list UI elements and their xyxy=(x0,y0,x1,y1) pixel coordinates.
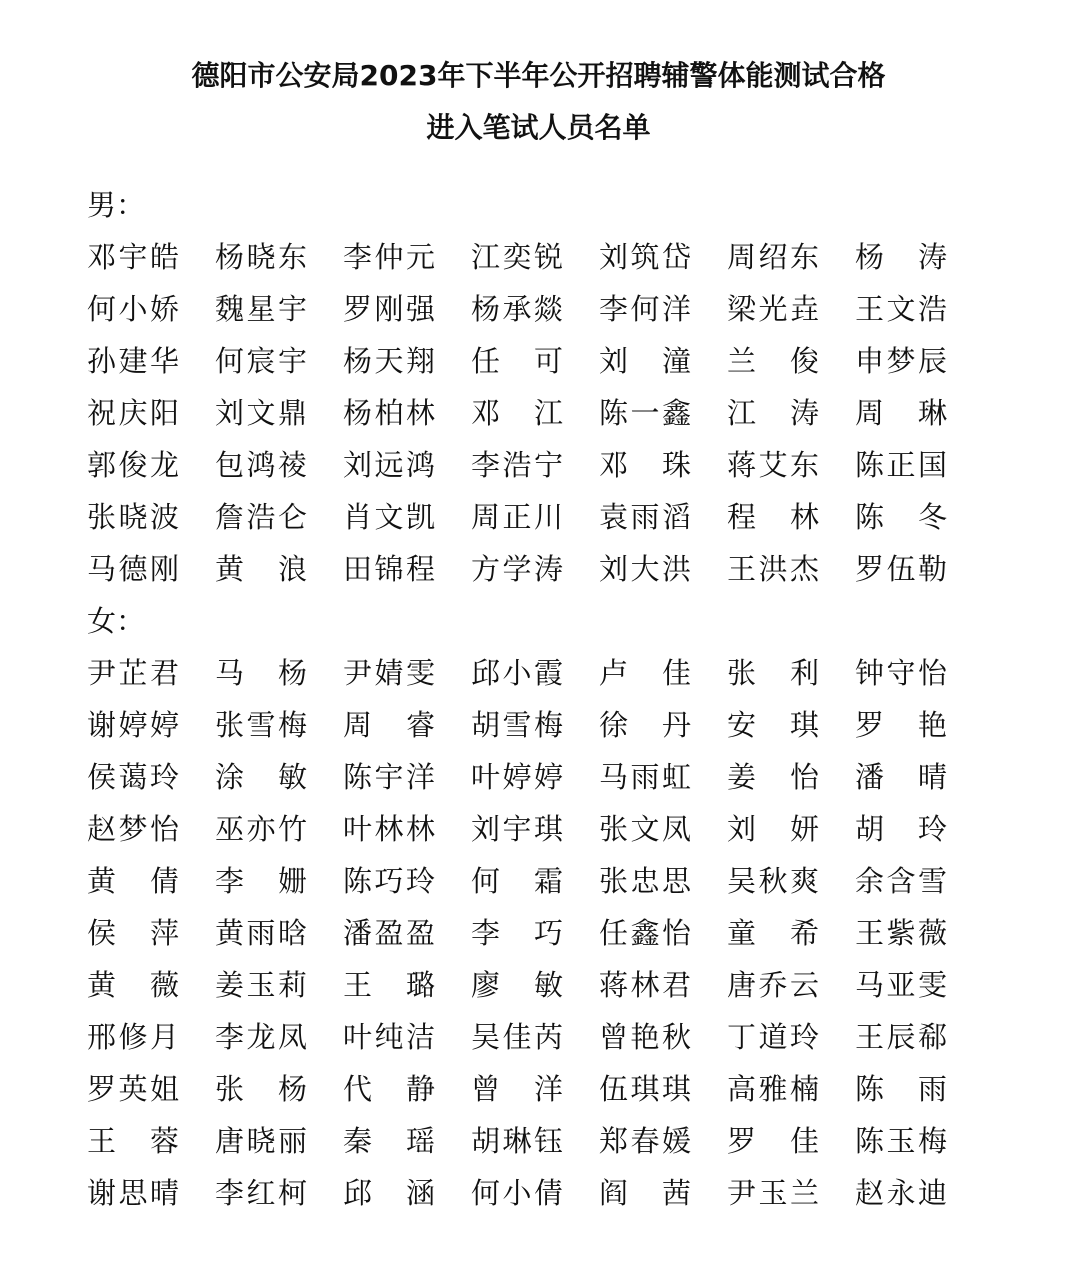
male-name-item xyxy=(215,283,343,335)
female-name-text: 侯 萍 xyxy=(87,916,179,950)
male-name-text: 李何洋 xyxy=(599,292,691,326)
female-name-grid xyxy=(87,647,967,1219)
male-name-text: 王文浩 xyxy=(855,292,947,326)
male-name-text: 梁光垚 xyxy=(727,292,819,326)
female-name-text: 郑春媛 xyxy=(599,1124,691,1158)
male-name-item xyxy=(471,543,599,595)
male-name-text: 江奕锐 xyxy=(471,240,563,274)
male-name-text: 申梦辰 xyxy=(855,344,947,378)
female-name-item xyxy=(855,647,983,699)
female-name-item xyxy=(727,1167,855,1219)
male-name-text: 马德刚 xyxy=(87,552,179,586)
female-name-item xyxy=(471,855,599,907)
female-name-item xyxy=(599,803,727,855)
male-name-item xyxy=(87,491,215,543)
female-name-item xyxy=(855,1063,983,1115)
female-name-item xyxy=(599,959,727,1011)
female-name-item xyxy=(87,751,215,803)
title-line-2: 进入笔试人员名单 xyxy=(426,111,651,144)
male-name-item xyxy=(855,491,983,543)
female-name-item xyxy=(471,699,599,751)
male-name-item xyxy=(343,543,471,595)
female-name-item xyxy=(471,907,599,959)
male-name-text: 江 涛 xyxy=(727,396,819,430)
female-name-text: 陈 雨 xyxy=(855,1072,947,1106)
male-name-grid xyxy=(87,231,967,595)
name-list xyxy=(87,179,967,1219)
female-name-item xyxy=(855,803,983,855)
female-name-item xyxy=(727,1115,855,1167)
male-name-text: 黄 浪 xyxy=(215,552,307,586)
male-name-text: 任 可 xyxy=(471,344,563,378)
female-name-text: 周 睿 xyxy=(343,708,435,742)
female-name-text: 曾艳秋 xyxy=(599,1020,691,1054)
female-name-item xyxy=(215,1115,343,1167)
female-name-item xyxy=(855,855,983,907)
female-name-text: 廖 敏 xyxy=(471,968,563,1002)
female-name-item xyxy=(343,959,471,1011)
female-name-item xyxy=(87,855,215,907)
female-name-item xyxy=(215,803,343,855)
female-name-item xyxy=(215,959,343,1011)
male-name-text: 何宸宇 xyxy=(215,344,307,378)
female-name-text: 潘 晴 xyxy=(855,760,947,794)
male-name-text: 刘筑岱 xyxy=(599,240,691,274)
female-name-item xyxy=(87,1115,215,1167)
female-name-text: 何 霜 xyxy=(471,864,563,898)
female-name-item xyxy=(343,803,471,855)
female-name-item xyxy=(855,751,983,803)
title-line-1: 德阳市公安局2023年下半年公开招聘辅警体能测试合格 xyxy=(191,59,886,92)
female-name-text: 吴秋爽 xyxy=(727,864,819,898)
female-name-text: 秦 瑶 xyxy=(343,1124,435,1158)
female-name-item xyxy=(343,1167,471,1219)
female-name-text: 曾 洋 xyxy=(471,1072,563,1106)
female-name-text: 侯蔼玲 xyxy=(87,760,179,794)
male-name-item xyxy=(87,283,215,335)
female-name-text: 唐乔云 xyxy=(727,968,819,1002)
female-name-item xyxy=(471,647,599,699)
female-name-text: 李 巧 xyxy=(471,916,563,950)
female-name-item xyxy=(471,803,599,855)
male-name-text: 郭俊龙 xyxy=(87,448,179,482)
female-name-text: 马 杨 xyxy=(215,656,307,690)
male-name-text: 刘远鸿 xyxy=(343,448,435,482)
male-name-text: 孙建华 xyxy=(87,344,179,378)
male-name-item xyxy=(87,439,215,491)
male-name-text: 袁雨滔 xyxy=(599,500,691,534)
female-name-text: 王 蓉 xyxy=(87,1124,179,1158)
female-name-text: 涂 敏 xyxy=(215,760,307,794)
female-name-text: 罗 艳 xyxy=(855,708,947,742)
female-name-item xyxy=(599,1167,727,1219)
female-name-text: 伍琪琪 xyxy=(599,1072,691,1106)
male-name-text: 包鸿祾 xyxy=(215,448,307,482)
female-name-text: 叶林林 xyxy=(343,812,435,846)
male-name-text: 张晓波 xyxy=(87,500,179,534)
male-name-text: 邓 江 xyxy=(471,396,563,430)
female-name-text: 蒋林君 xyxy=(599,968,691,1002)
female-name-item xyxy=(599,751,727,803)
female-name-item xyxy=(855,699,983,751)
female-name-text: 余含雪 xyxy=(855,864,947,898)
male-name-text: 詹浩仑 xyxy=(215,500,307,534)
male-name-item xyxy=(471,283,599,335)
female-name-item xyxy=(87,1167,215,1219)
female-name-text: 代 静 xyxy=(343,1072,435,1106)
female-name-item xyxy=(343,907,471,959)
male-name-item xyxy=(87,387,215,439)
female-name-item xyxy=(471,1063,599,1115)
female-name-text: 尹芷君 xyxy=(87,656,179,690)
male-name-item xyxy=(855,543,983,595)
male-name-item xyxy=(855,387,983,439)
male-name-item xyxy=(343,231,471,283)
female-name-item xyxy=(87,907,215,959)
male-name-text: 李浩宁 xyxy=(471,448,563,482)
male-name-item xyxy=(599,335,727,387)
female-name-text: 李红柯 xyxy=(215,1176,307,1210)
male-name-item xyxy=(855,231,983,283)
female-name-text: 张 利 xyxy=(727,656,819,690)
female-name-text: 马亚雯 xyxy=(855,968,947,1002)
female-name-text: 张文凤 xyxy=(599,812,691,846)
male-name-item xyxy=(343,491,471,543)
female-name-text: 邱小霞 xyxy=(471,656,563,690)
male-name-item xyxy=(343,283,471,335)
female-name-item xyxy=(727,959,855,1011)
female-name-item xyxy=(471,751,599,803)
male-name-text: 杨 涛 xyxy=(855,240,947,274)
female-name-text: 尹婧雯 xyxy=(343,656,435,690)
male-name-text: 杨柏林 xyxy=(343,396,435,430)
female-name-item xyxy=(855,1115,983,1167)
male-name-text: 周绍东 xyxy=(727,240,819,274)
female-name-item xyxy=(215,1167,343,1219)
male-name-text: 刘大洪 xyxy=(599,552,691,586)
female-name-item xyxy=(215,855,343,907)
female-name-text: 吴佳芮 xyxy=(471,1020,563,1054)
female-name-text: 丁道玲 xyxy=(727,1020,819,1054)
female-name-text: 安 琪 xyxy=(727,708,819,742)
female-name-item xyxy=(215,907,343,959)
male-name-text: 刘 潼 xyxy=(599,344,691,378)
male-name-item xyxy=(599,543,727,595)
female-name-item xyxy=(855,959,983,1011)
male-name-item xyxy=(855,335,983,387)
male-name-item xyxy=(727,543,855,595)
male-name-text: 李仲元 xyxy=(343,240,435,274)
male-name-item xyxy=(87,231,215,283)
male-name-text: 杨晓东 xyxy=(215,240,307,274)
female-name-item xyxy=(87,1063,215,1115)
male-name-item xyxy=(215,491,343,543)
male-name-text: 陈正国 xyxy=(855,448,947,482)
female-name-item xyxy=(343,751,471,803)
female-name-text: 姜玉莉 xyxy=(215,968,307,1002)
male-name-text: 罗刚强 xyxy=(343,292,435,326)
female-name-item xyxy=(343,1011,471,1063)
female-name-text: 张雪梅 xyxy=(215,708,307,742)
female-name-text: 胡 玲 xyxy=(855,812,947,846)
female-name-text: 钟守怡 xyxy=(855,656,947,690)
female-name-text: 谢婷婷 xyxy=(87,708,179,742)
female-name-item xyxy=(727,699,855,751)
female-name-text: 李龙凤 xyxy=(215,1020,307,1054)
female-name-text: 尹玉兰 xyxy=(727,1176,819,1210)
male-name-text: 蒋艾东 xyxy=(727,448,819,482)
female-name-item xyxy=(87,959,215,1011)
female-name-item xyxy=(599,907,727,959)
female-name-text: 张 杨 xyxy=(215,1072,307,1106)
female-name-text: 唐晓丽 xyxy=(215,1124,307,1158)
male-name-item xyxy=(215,231,343,283)
document-title xyxy=(0,50,1077,154)
male-name-text: 兰 俊 xyxy=(727,344,819,378)
female-name-text: 邱 涵 xyxy=(343,1176,435,1210)
male-name-item xyxy=(471,387,599,439)
female-name-text: 陈玉梅 xyxy=(855,1124,947,1158)
female-name-text: 张忠思 xyxy=(599,864,691,898)
female-name-item xyxy=(343,647,471,699)
female-name-text: 谢思晴 xyxy=(87,1176,179,1210)
male-name-text: 周 琳 xyxy=(855,396,947,430)
female-name-text: 卢 佳 xyxy=(599,656,691,690)
female-name-item xyxy=(599,1011,727,1063)
male-name-item xyxy=(727,283,855,335)
female-name-text: 叶纯洁 xyxy=(343,1020,435,1054)
female-name-text: 王辰郗 xyxy=(855,1020,947,1054)
male-name-item xyxy=(215,439,343,491)
female-name-text: 巫亦竹 xyxy=(215,812,307,846)
male-name-item xyxy=(471,335,599,387)
female-name-text: 任鑫怡 xyxy=(599,916,691,950)
female-name-text: 姜 怡 xyxy=(727,760,819,794)
male-name-item xyxy=(471,491,599,543)
female-name-text: 陈巧玲 xyxy=(343,864,435,898)
female-name-item xyxy=(599,699,727,751)
male-name-text: 肖文凯 xyxy=(343,500,435,534)
female-name-text: 何小倩 xyxy=(471,1176,563,1210)
male-name-item xyxy=(87,543,215,595)
female-name-item xyxy=(855,1167,983,1219)
male-name-item xyxy=(599,387,727,439)
male-name-text: 田锦程 xyxy=(343,552,435,586)
male-name-item xyxy=(727,439,855,491)
female-name-item xyxy=(471,959,599,1011)
male-name-text: 杨天翔 xyxy=(343,344,435,378)
female-name-item xyxy=(727,647,855,699)
female-section-label: 女： xyxy=(87,604,146,638)
female-name-text: 罗英姐 xyxy=(87,1072,179,1106)
female-name-text: 黄 薇 xyxy=(87,968,179,1002)
female-name-item xyxy=(855,907,983,959)
female-name-item xyxy=(727,907,855,959)
male-name-item xyxy=(855,439,983,491)
male-name-item xyxy=(855,283,983,335)
male-name-item xyxy=(215,387,343,439)
female-name-text: 徐 丹 xyxy=(599,708,691,742)
male-name-item xyxy=(343,387,471,439)
female-name-text: 罗 佳 xyxy=(727,1124,819,1158)
female-name-text: 胡琳钰 xyxy=(471,1124,563,1158)
female-name-text: 王 璐 xyxy=(343,968,435,1002)
male-name-item xyxy=(727,335,855,387)
male-name-text: 周正川 xyxy=(471,500,563,534)
male-name-text: 王洪杰 xyxy=(727,552,819,586)
male-name-text: 方学涛 xyxy=(471,552,563,586)
male-section-label: 男： xyxy=(87,188,146,222)
male-name-text: 邓 珠 xyxy=(599,448,691,482)
female-name-text: 马雨虹 xyxy=(599,760,691,794)
male-name-text: 陈 冬 xyxy=(855,500,947,534)
female-name-item xyxy=(87,647,215,699)
female-name-text: 刘宇琪 xyxy=(471,812,563,846)
female-name-text: 黄 倩 xyxy=(87,864,179,898)
male-name-text: 罗伍勒 xyxy=(855,552,947,586)
male-name-item xyxy=(215,543,343,595)
female-name-item xyxy=(343,699,471,751)
female-name-item xyxy=(471,1167,599,1219)
male-name-item xyxy=(87,335,215,387)
female-name-text: 赵永迪 xyxy=(855,1176,947,1210)
male-name-item xyxy=(727,231,855,283)
female-name-text: 潘盈盈 xyxy=(343,916,435,950)
female-name-item xyxy=(471,1115,599,1167)
male-name-text: 程 林 xyxy=(727,500,819,534)
female-name-item xyxy=(215,699,343,751)
male-name-text: 邓宇皓 xyxy=(87,240,179,274)
male-name-item xyxy=(727,387,855,439)
female-name-text: 刘 妍 xyxy=(727,812,819,846)
female-name-item xyxy=(599,1063,727,1115)
female-name-item xyxy=(343,1115,471,1167)
female-name-item xyxy=(87,1011,215,1063)
male-name-item xyxy=(471,439,599,491)
male-name-item xyxy=(343,439,471,491)
female-name-item xyxy=(87,803,215,855)
female-name-text: 黄雨晗 xyxy=(215,916,307,950)
female-name-item xyxy=(471,1011,599,1063)
male-name-item xyxy=(215,335,343,387)
female-name-text: 赵梦怡 xyxy=(87,812,179,846)
female-name-text: 高雅楠 xyxy=(727,1072,819,1106)
male-name-text: 陈一鑫 xyxy=(599,396,691,430)
female-name-item xyxy=(215,647,343,699)
male-name-text: 杨承燚 xyxy=(471,292,563,326)
female-name-text: 李 姗 xyxy=(215,864,307,898)
female-name-item xyxy=(727,855,855,907)
male-name-item xyxy=(599,439,727,491)
male-name-item xyxy=(343,335,471,387)
male-name-item xyxy=(727,491,855,543)
female-name-item xyxy=(215,1011,343,1063)
male-name-text: 何小娇 xyxy=(87,292,179,326)
male-name-item xyxy=(599,283,727,335)
female-name-item xyxy=(727,1011,855,1063)
female-name-item xyxy=(215,1063,343,1115)
male-name-item xyxy=(599,231,727,283)
female-name-text: 童 希 xyxy=(727,916,819,950)
female-name-item xyxy=(855,1011,983,1063)
male-name-text: 刘文鼎 xyxy=(215,396,307,430)
female-name-text: 陈宇洋 xyxy=(343,760,435,794)
male-name-text: 魏星宇 xyxy=(215,292,307,326)
female-name-text: 邢修月 xyxy=(87,1020,179,1054)
female-name-text: 阎 茜 xyxy=(599,1176,691,1210)
female-name-item xyxy=(599,647,727,699)
male-name-text: 祝庆阳 xyxy=(87,396,179,430)
female-name-item xyxy=(343,1063,471,1115)
female-name-item xyxy=(343,855,471,907)
female-name-text: 叶婷婷 xyxy=(471,760,563,794)
female-name-text: 王紫薇 xyxy=(855,916,947,950)
male-name-item xyxy=(471,231,599,283)
female-name-text: 胡雪梅 xyxy=(471,708,563,742)
female-name-item xyxy=(727,803,855,855)
female-name-item xyxy=(215,751,343,803)
female-name-item xyxy=(599,1115,727,1167)
female-name-item xyxy=(727,751,855,803)
female-name-item xyxy=(727,1063,855,1115)
female-name-item xyxy=(599,855,727,907)
male-name-item xyxy=(599,491,727,543)
female-name-item xyxy=(87,699,215,751)
